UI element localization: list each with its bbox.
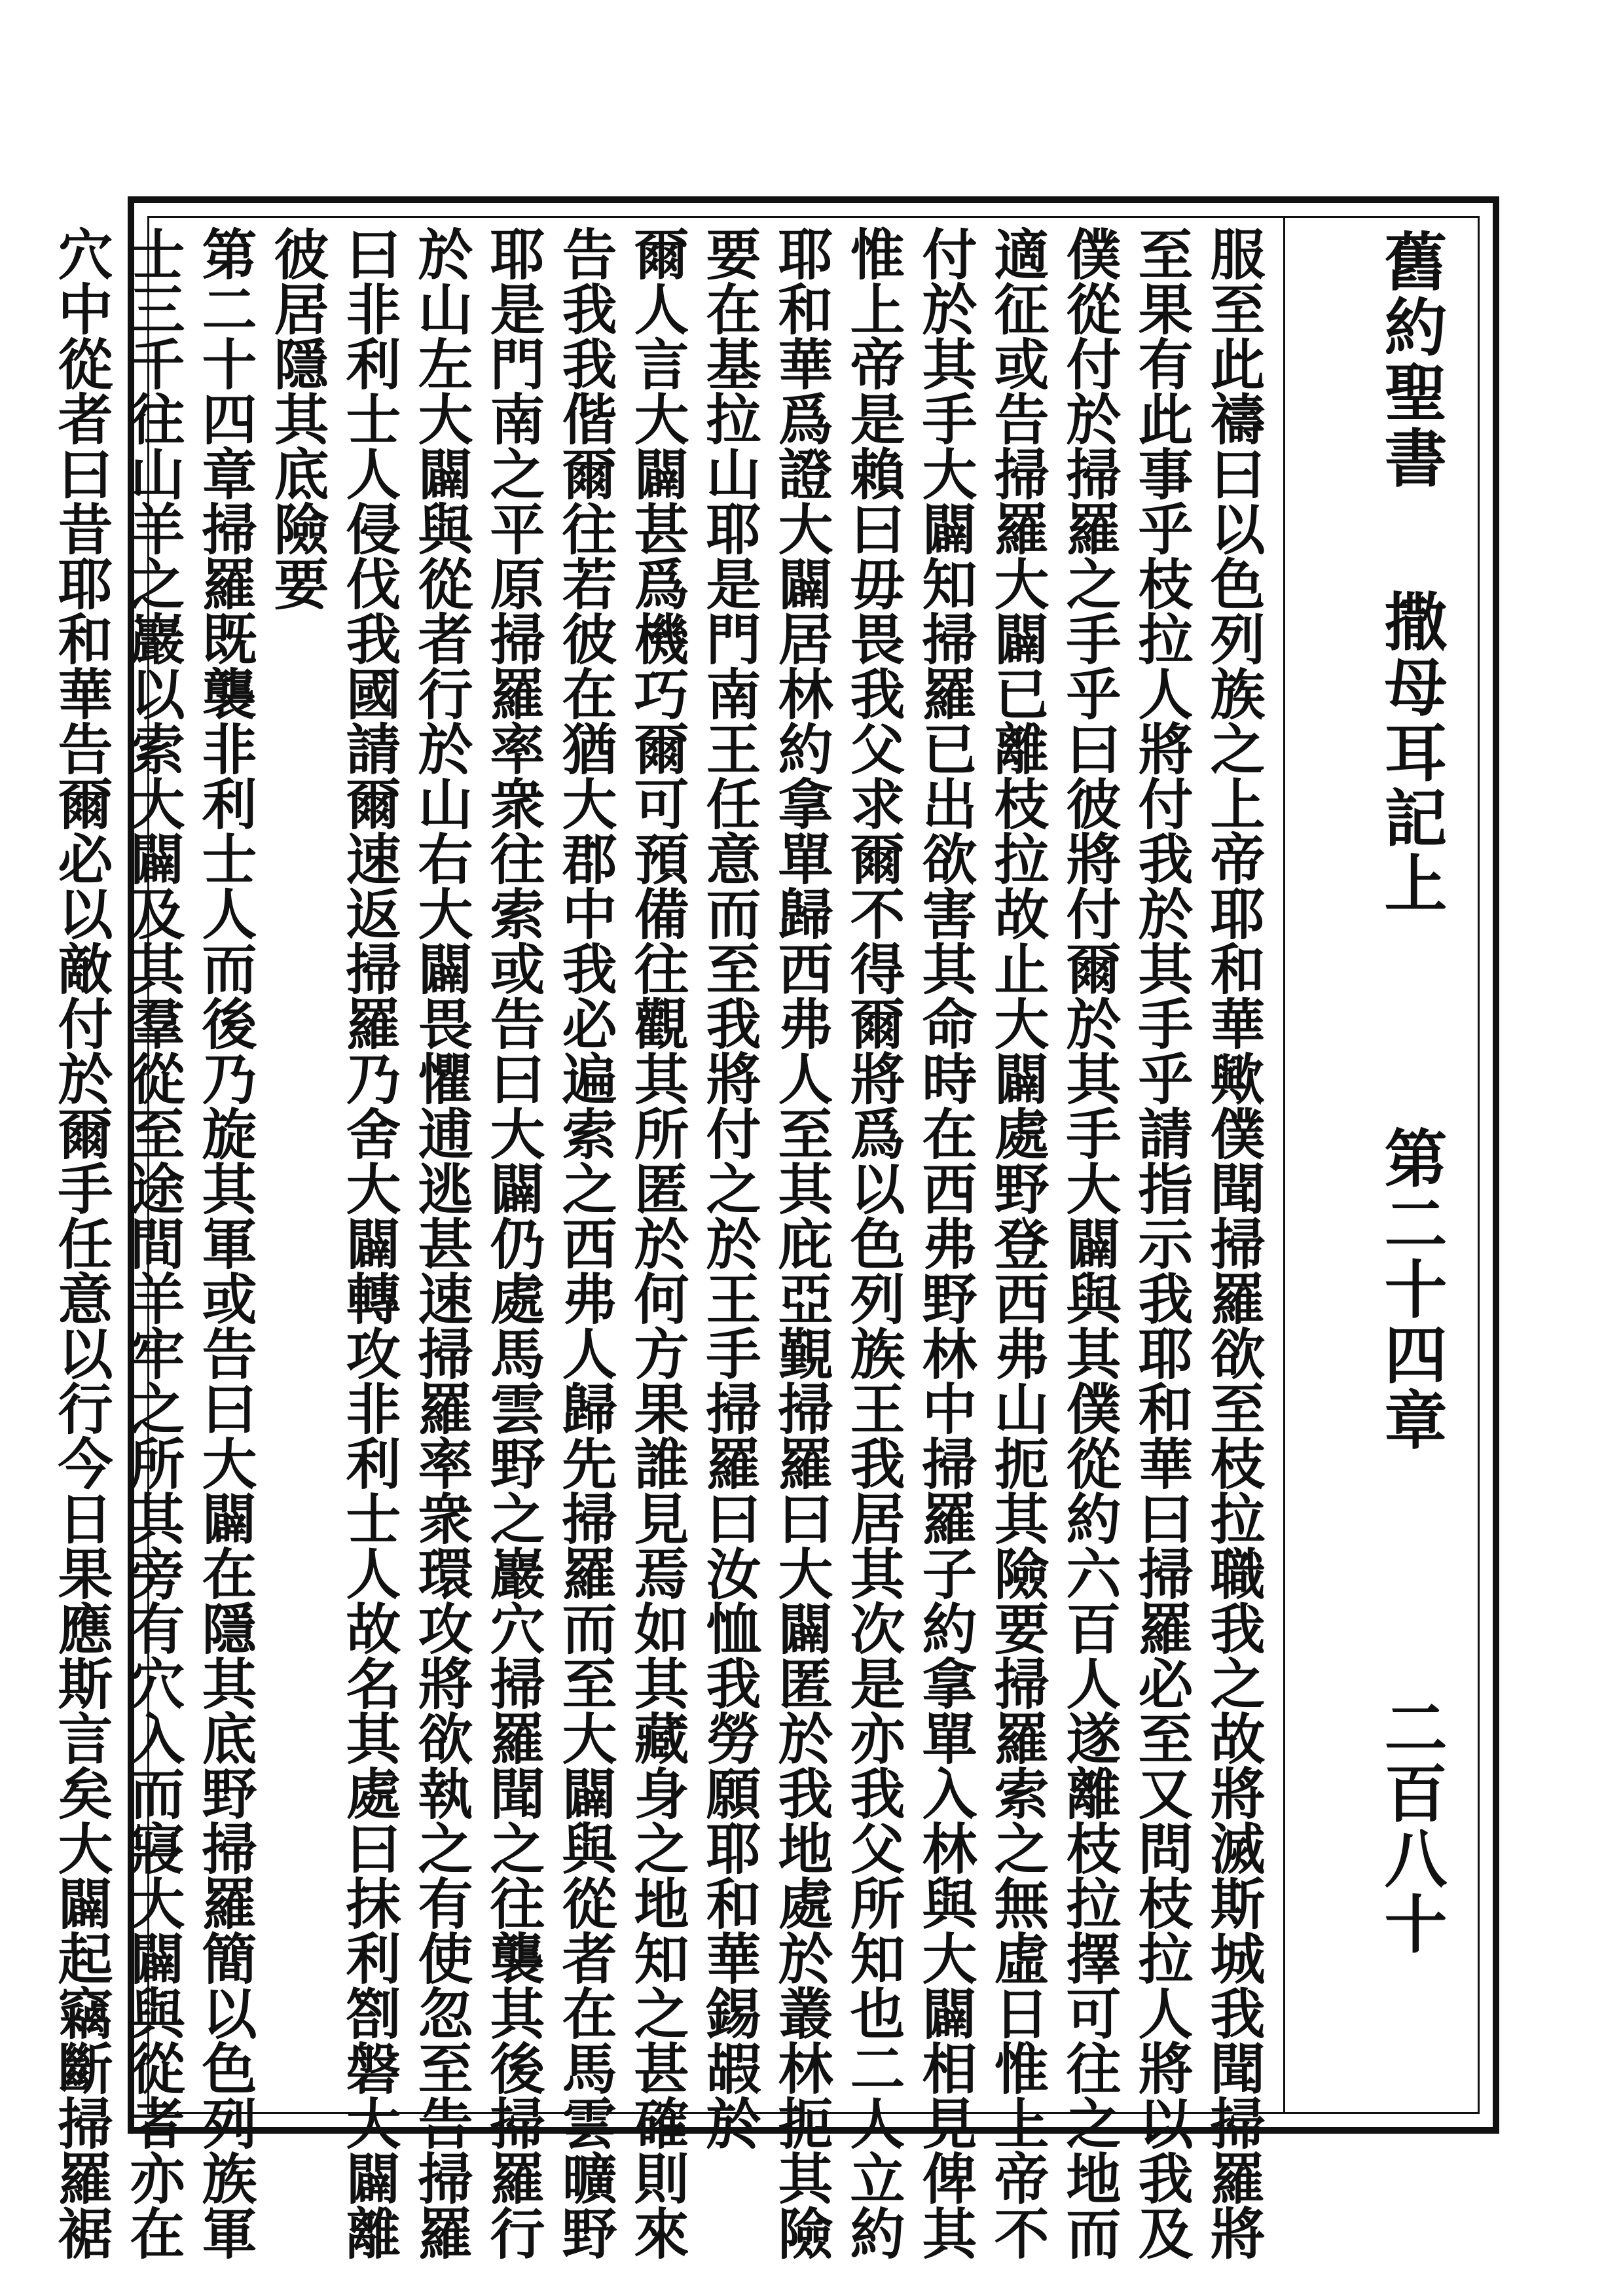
scripture-text (45, 226, 1269, 2260)
text-column: 僕從付於掃羅之手乎曰彼將付爾於其手大闢與其僕從約六百人遂離枝拉擇可往之地而 (1057, 226, 1122, 2260)
header-divider (1283, 218, 1285, 2112)
text-column: 至果有此事乎枝拉人將付我於其手乎請指示我耶和華曰掃羅必至又問枝拉人將以我及 (1129, 226, 1194, 2260)
chapter-heading: 第二十四章 (1374, 1126, 1448, 1453)
text-column: 士三千往山羊之巖以索大闢及其羣從至途間羊牢之所其旁有穴入而寢大闢與從者亦在 (121, 226, 186, 2260)
running-header (1359, 229, 1463, 1957)
text-column: 耶和華爲證大闢居林約拿單歸西弗人至其庇亞覲掃羅曰大闢匿於我地處於叢林扼其險 (769, 226, 834, 2260)
text-column: 服至此禱曰以色列族之上帝耶和華歟僕聞掃羅欲至枝拉職我之故將滅斯城我聞掃羅將 (1201, 226, 1266, 2260)
text-column: 適征或告掃羅大闢已離枝拉故止大闢處野登西弗山扼其險要掃羅索之無虛日惟上帝不 (985, 226, 1050, 2260)
book-name: 撒母耳記上 (1374, 589, 1448, 916)
text-column: 第二十四章掃羅既襲非利士人而後乃旋其軍或告曰大闢在隱其底野掃羅簡以色列族軍 (193, 226, 258, 2260)
text-column: 爾人言大闢甚爲機巧爾可預備往觀其所匿於何方果誰見焉如其藏身之地知之甚確則來 (625, 226, 690, 2260)
text-column: 耶是門南之平原掃羅率衆往索或告曰大闢仍處馬雲野之巖穴掃羅聞之往襲其後掃羅行 (481, 226, 546, 2260)
page-number: 二百八十 (1374, 1695, 1448, 1957)
text-column: 曰非利士人侵伐我國請爾速返掃羅乃舍大闢轉攻非利士人故名其處曰抹利劄磐大闢離 (337, 226, 402, 2260)
text-column: 穴中從者曰昔耶和華告爾必以敵付於爾手任意以行今日果應斯言矣大闢起竊斷掃羅裾 (49, 226, 114, 2260)
text-column: 付於其手大闢知掃羅已出欲害其命時在西弗野林中掃羅子約拿單入林與大闢相見俾其 (913, 226, 978, 2260)
text-column: 於山左大闢與從者行於山右大闢畏懼逋逃甚速掃羅率衆環攻將欲執之有使忽至告掃羅 (409, 226, 474, 2260)
book-title: 舊約聖書 (1374, 229, 1448, 491)
text-column: 告我我偕爾往若彼在猶大郡中我必遍索之西弗人歸先掃羅而至大闢與從者在馬雲曠野 (553, 226, 618, 2260)
text-column: 彼居隱其底險要 (265, 226, 330, 611)
text-column: 惟上帝是賴曰毋畏我父求爾不得爾將爲以色列族王我居其次是亦我父所知也二人立約 (841, 226, 906, 2260)
text-column: 要在基拉山耶是門南王任意而至我將付之於王手掃羅曰汝恤我勞願耶和華錫嘏於 (697, 226, 762, 2150)
